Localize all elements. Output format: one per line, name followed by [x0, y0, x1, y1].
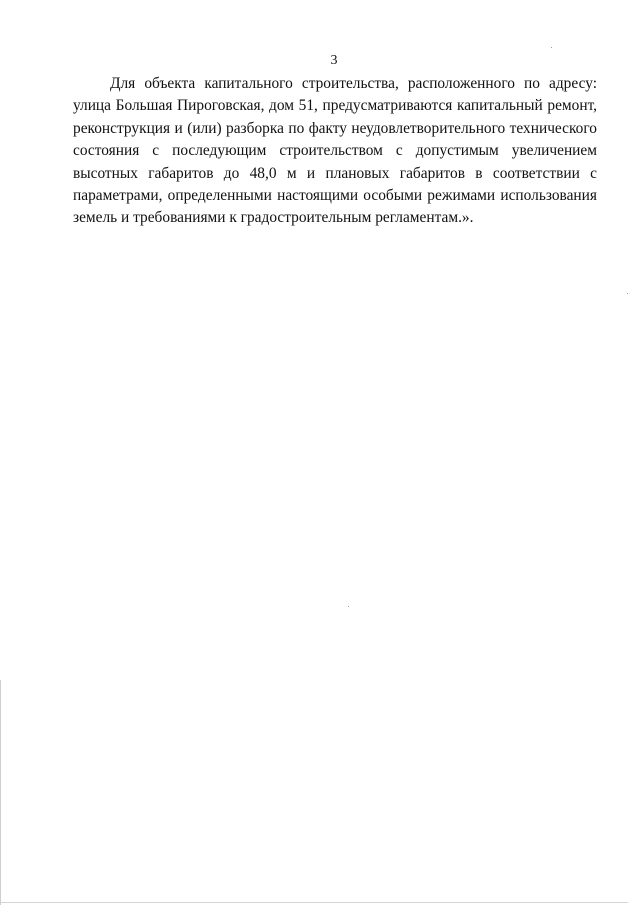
scan-artifact-dot [627, 293, 628, 294]
scan-edge-bottom [0, 902, 628, 903]
scan-artifact-dot [348, 606, 349, 607]
page-number: 3 [330, 53, 338, 68]
scan-artifact-dot [551, 47, 552, 48]
paragraph: Для объекта капитального строительства, расположенного по адресу: улица Большая Пироговская, дом 51, предусматриваются капитальный ремонт, реконструкция и (или) разборка по факту неудовлетворительного технического состояния с последующим строительством с допустимым увеличением высотных габаритов до 48,0 м и плановых габаритов в соответствии с параметрами, определенными настоящими особыми режимами использования земель и требованиями к градостроительным регламентам.». [73, 75, 597, 227]
document-body [73, 73, 597, 230]
scan-edge-left [0, 680, 1, 905]
